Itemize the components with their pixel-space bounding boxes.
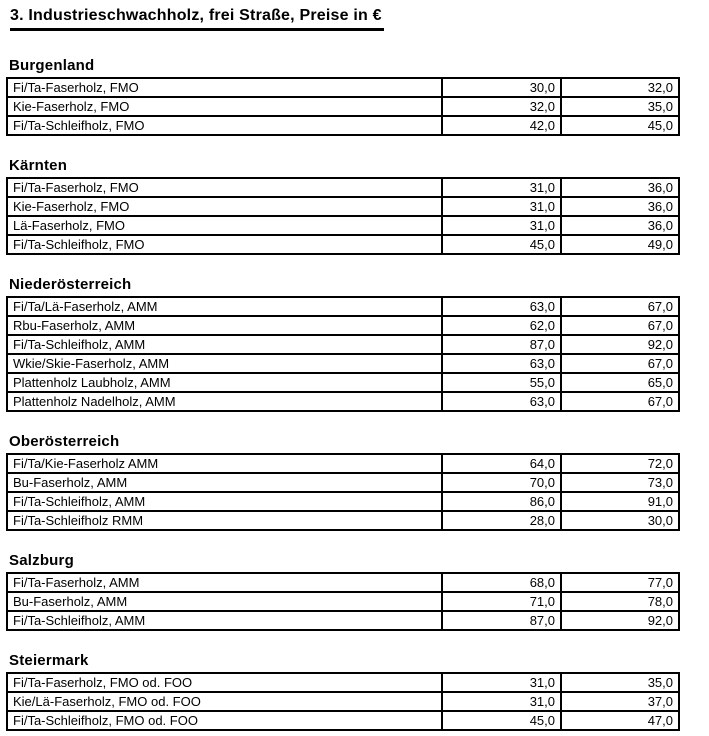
price-low-cell: 87,0 [442,335,561,354]
price-table [6,77,680,136]
table-row [7,711,679,730]
assortment-cell: Fi/Ta-Faserholz, FMO [7,178,442,197]
page-title: 3. Industrieschwachholz, frei Straße, Preise in € [10,6,384,31]
assortment-cell: Rbu-Faserholz, AMM [7,316,442,335]
price-low-cell: 31,0 [442,197,561,216]
price-low-cell: 42,0 [442,116,561,135]
region-heading: Oberösterreich [9,433,120,450]
price-low-cell: 87,0 [442,611,561,630]
region-heading: Kärnten [9,157,68,174]
table-row [7,673,679,692]
assortment-cell: Fi/Ta-Faserholz, FMO [7,78,442,97]
price-high-cell: 35,0 [561,673,679,692]
price-table [6,177,680,255]
price-low-cell: 70,0 [442,473,561,492]
price-high-cell: 36,0 [561,178,679,197]
price-low-cell: 31,0 [442,216,561,235]
table-row [7,216,679,235]
table-row [7,592,679,611]
price-high-cell: 73,0 [561,473,679,492]
price-low-cell: 28,0 [442,511,561,530]
price-high-cell: 77,0 [561,573,679,592]
price-low-cell: 31,0 [442,673,561,692]
table-row [7,116,679,135]
assortment-cell: Plattenholz Nadelholz, AMM [7,392,442,411]
table-row [7,692,679,711]
price-high-cell: 92,0 [561,611,679,630]
price-low-cell: 71,0 [442,592,561,611]
table-row [7,78,679,97]
price-high-cell: 32,0 [561,78,679,97]
region-section-steiermark [6,652,709,731]
assortment-cell: Fi/Ta-Schleifholz, AMM [7,335,442,354]
table-row [7,235,679,254]
region-section-salzburg [6,552,709,631]
price-high-cell: 36,0 [561,216,679,235]
table-row [7,454,679,473]
assortment-cell: Fi/Ta-Schleifholz RMM [7,511,442,530]
price-high-cell: 72,0 [561,454,679,473]
price-table [6,453,680,531]
price-high-cell: 67,0 [561,316,679,335]
price-high-cell: 45,0 [561,116,679,135]
region-heading: Steiermark [9,652,89,669]
price-low-cell: 30,0 [442,78,561,97]
region-section-kaernten [6,157,709,255]
price-table [6,572,680,631]
assortment-cell: Kie/Lä-Faserholz, FMO od. FOO [7,692,442,711]
price-high-cell: 65,0 [561,373,679,392]
assortment-cell: Kie-Faserholz, FMO [7,197,442,216]
price-table [6,296,680,412]
assortment-cell: Fi/Ta-Faserholz, AMM [7,573,442,592]
price-low-cell: 64,0 [442,454,561,473]
assortment-cell: Fi/Ta-Schleifholz, FMO [7,235,442,254]
assortment-cell: Wkie/Skie-Faserholz, AMM [7,354,442,373]
price-high-cell: 91,0 [561,492,679,511]
table-row [7,573,679,592]
region-section-oberoesterreich [6,433,709,531]
region-section-niederoesterreich [6,276,709,412]
price-high-cell: 49,0 [561,235,679,254]
price-low-cell: 62,0 [442,316,561,335]
table-row [7,492,679,511]
price-low-cell: 63,0 [442,354,561,373]
table-row [7,335,679,354]
price-high-cell: 92,0 [561,335,679,354]
price-table [6,672,680,731]
price-low-cell: 86,0 [442,492,561,511]
price-high-cell: 36,0 [561,197,679,216]
table-row [7,511,679,530]
assortment-cell: Fi/Ta/Lä-Faserholz, AMM [7,297,442,316]
assortment-cell: Fi/Ta/Kie-Faserholz AMM [7,454,442,473]
price-low-cell: 31,0 [442,692,561,711]
region-heading: Salzburg [9,552,74,569]
price-low-cell: 45,0 [442,235,561,254]
price-high-cell: 67,0 [561,354,679,373]
price-high-cell: 37,0 [561,692,679,711]
price-high-cell: 35,0 [561,97,679,116]
region-heading: Burgenland [9,57,95,74]
price-low-cell: 55,0 [442,373,561,392]
table-row [7,97,679,116]
price-high-cell: 67,0 [561,297,679,316]
price-low-cell: 45,0 [442,711,561,730]
price-low-cell: 68,0 [442,573,561,592]
table-row [7,354,679,373]
table-row [7,392,679,411]
assortment-cell: Fi/Ta-Schleifholz, FMO od. FOO [7,711,442,730]
assortment-cell: Fi/Ta-Schleifholz, AMM [7,611,442,630]
table-row [7,316,679,335]
assortment-cell: Fi/Ta-Faserholz, FMO od. FOO [7,673,442,692]
assortment-cell: Lä-Faserholz, FMO [7,216,442,235]
assortment-cell: Plattenholz Laubholz, AMM [7,373,442,392]
region-heading: Niederösterreich [9,276,132,293]
table-row [7,373,679,392]
price-low-cell: 63,0 [442,297,561,316]
price-low-cell: 31,0 [442,178,561,197]
price-high-cell: 78,0 [561,592,679,611]
price-high-cell: 67,0 [561,392,679,411]
table-row [7,297,679,316]
assortment-cell: Bu-Faserholz, AMM [7,592,442,611]
price-low-cell: 63,0 [442,392,561,411]
price-high-cell: 47,0 [561,711,679,730]
assortment-cell: Fi/Ta-Schleifholz, FMO [7,116,442,135]
table-row [7,178,679,197]
price-low-cell: 32,0 [442,97,561,116]
assortment-cell: Fi/Ta-Schleifholz, AMM [7,492,442,511]
table-row [7,611,679,630]
table-row [7,473,679,492]
price-high-cell: 30,0 [561,511,679,530]
region-section-burgenland [6,57,709,136]
table-row [7,197,679,216]
assortment-cell: Kie-Faserholz, FMO [7,97,442,116]
assortment-cell: Bu-Faserholz, AMM [7,473,442,492]
